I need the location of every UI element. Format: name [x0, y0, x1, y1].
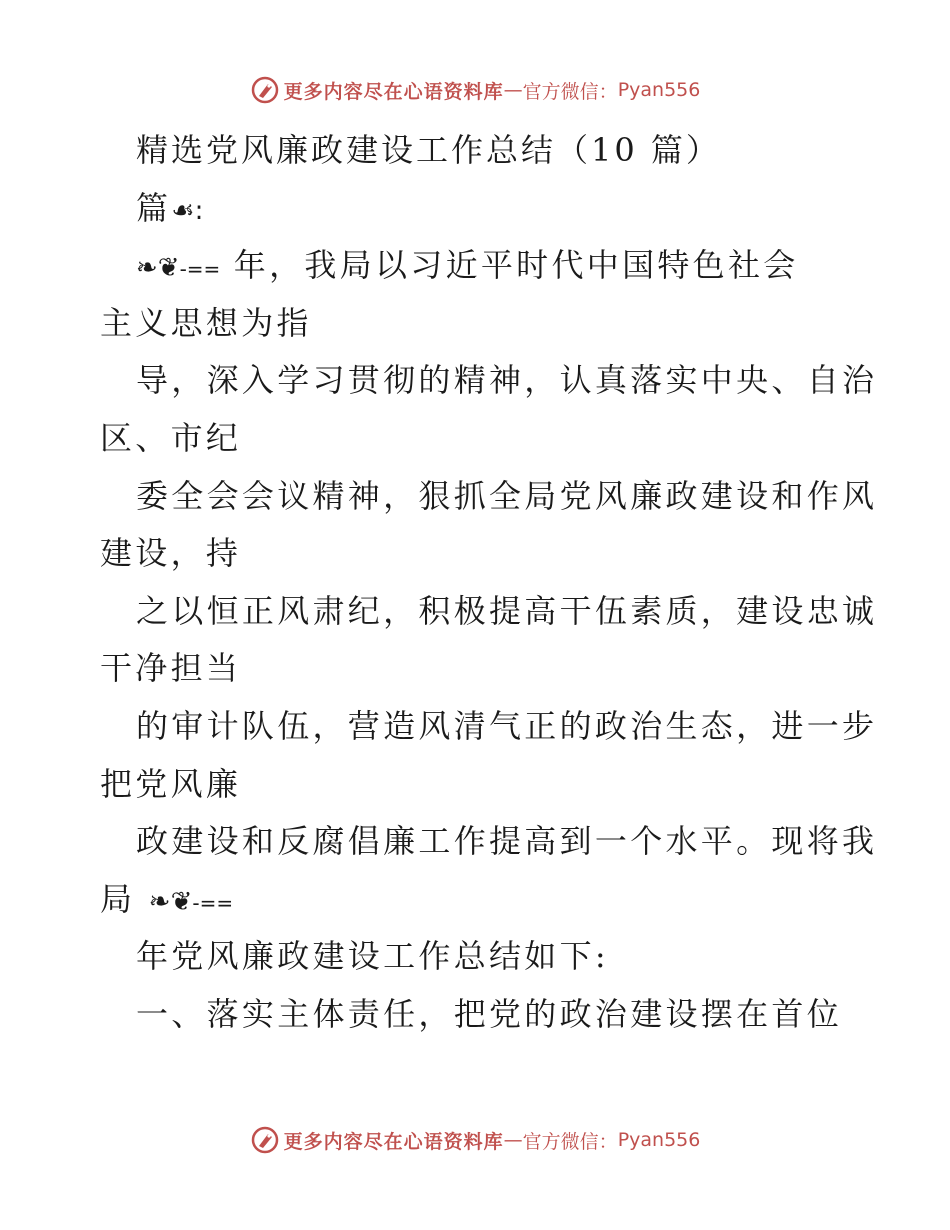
line-text: 年，我局以习近平时代中国特色社会	[220, 246, 799, 285]
paragraph-line-5: 委全会会议精神，狠抓全局党风廉政建设和作风	[136, 476, 878, 515]
year-symbol: ❧❦	[148, 886, 193, 917]
watermark-wechat-id: Pyan556	[617, 79, 701, 101]
paragraph-line-12	[100, 871, 860, 929]
paragraph-line-9: 的审计队伍，营造风清气正的政治生态，进一步	[136, 706, 878, 745]
paragraph-line-3: 导，深入学习贯彻的精神，认真落实中央、自治	[136, 361, 878, 400]
paragraph-line-11: 政建设和反腐倡廉工作提高到一个水平。现将我	[136, 822, 878, 861]
paragraph-line-13: 年党风廉政建设工作总结如下:	[136, 937, 609, 976]
document-body	[100, 122, 878, 1044]
paragraph-line-10: 把党风廉	[100, 764, 242, 803]
year-suffix: -==	[192, 890, 234, 915]
watermark-separator: —	[503, 79, 523, 101]
paragraph-line-8: 干净担当	[100, 649, 242, 688]
header-watermark	[0, 70, 950, 110]
paragraph-line-2: 主义思想为指	[100, 303, 312, 342]
paragraph-line-6: 建设，持	[100, 534, 242, 573]
pen-nib-logo-icon	[250, 75, 280, 105]
section-heading-1: 一、落实主体责任，把党的政治建设摆在首位	[136, 994, 843, 1033]
watermark-wechat-id: Pyan556	[617, 1129, 701, 1151]
pen-nib-logo-icon	[250, 1125, 280, 1155]
document-title: 精选党风廉政建设工作总结（10 篇）	[136, 131, 721, 169]
watermark-wechat-label: 官方微信：	[522, 80, 618, 103]
paragraph-line-1	[100, 237, 860, 295]
section-symbol: ☙:	[171, 195, 204, 226]
watermark-wechat-label: 官方微信：	[522, 1130, 618, 1153]
footer-watermark	[0, 1120, 950, 1160]
year-symbol: ❧❦	[136, 253, 180, 284]
year-suffix: -==	[179, 257, 221, 282]
watermark-brand: 更多内容尽在心语资料库	[283, 1130, 504, 1153]
section-heading	[100, 180, 860, 238]
watermark-brand: 更多内容尽在心语资料库	[283, 80, 504, 103]
line-text: 局	[100, 879, 149, 918]
paragraph-line-7: 之以恒正风肃纪，积极提高干伍素质，建设忠诚	[136, 591, 878, 630]
section-label: 篇	[136, 188, 172, 227]
paragraph-line-4: 区、市纪	[100, 418, 242, 457]
watermark-separator: —	[503, 1129, 523, 1151]
